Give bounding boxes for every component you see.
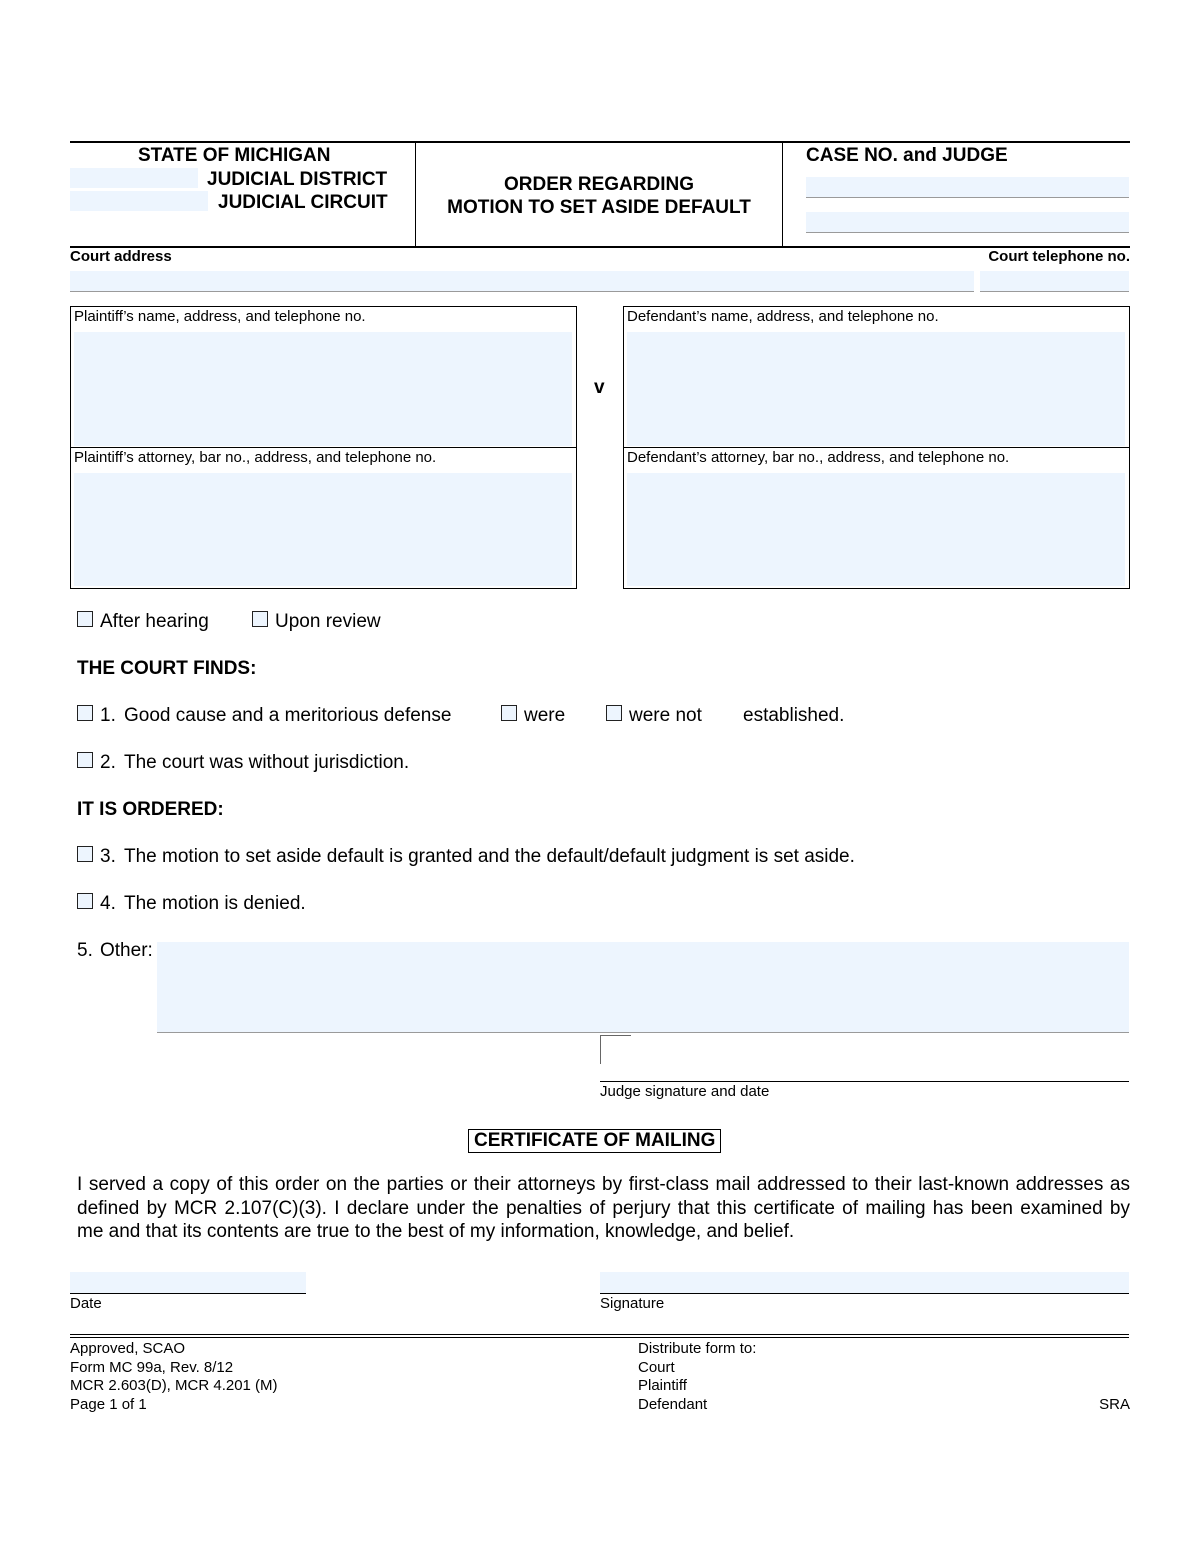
date-label: Date <box>70 1295 102 1312</box>
item2-checkbox[interactable] <box>77 752 93 768</box>
were-label: were <box>524 705 566 726</box>
distribute-plaintiff: Plaintiff <box>638 1377 687 1395</box>
defendant-attorney-label: Defendant’s attorney, bar no., address, and telephone no. <box>627 449 1010 466</box>
judge-signature-field[interactable] <box>600 1035 1129 1082</box>
form-title-line1: ORDER REGARDING <box>503 174 694 195</box>
item3-text: The motion to set aside default is granted and the default/default judgment is set aside. <box>124 846 855 867</box>
plaintiff-label: Plaintiff’s name, address, and telephone no. <box>74 308 366 325</box>
item3-checkbox[interactable] <box>77 846 93 862</box>
item3-number: 3. <box>100 846 116 867</box>
district-number-field[interactable] <box>70 168 198 188</box>
plaintiff-attorney-label: Plaintiff’s attorney, bar no., address, and telephone no. <box>74 449 437 466</box>
court-address-label: Court address <box>70 248 172 265</box>
distribute-defendant: Defendant <box>638 1396 708 1414</box>
were-not-label: were not <box>629 705 702 726</box>
defendant-box <box>623 306 1130 589</box>
court-address-field[interactable] <box>70 271 974 292</box>
footer-form: Form MC 99a, Rev. 8/12 <box>70 1358 234 1376</box>
footer-rule <box>70 1334 1129 1338</box>
judge-signature-label: Judge signature and date <box>600 1083 770 1100</box>
established-label: established. <box>743 705 845 726</box>
were-checkbox[interactable] <box>501 705 517 721</box>
date-field[interactable] <box>70 1272 306 1294</box>
item4-number: 4. <box>100 893 116 914</box>
case-no-label: CASE NO. and JUDGE <box>806 145 1008 166</box>
item1-checkbox[interactable] <box>77 705 93 721</box>
court-telephone-label: Court telephone no. <box>988 248 1130 265</box>
item2-text: The court was without jurisdiction. <box>124 752 410 773</box>
distribute-heading: Distribute form to: <box>638 1340 757 1357</box>
court-telephone-field[interactable] <box>980 271 1129 292</box>
distribute-court: Court <box>638 1358 675 1376</box>
other-field[interactable] <box>157 942 1129 1033</box>
defendant-field[interactable] <box>627 332 1125 446</box>
header-divider-right <box>782 143 783 246</box>
certificate-line1: I served a copy of this order on the parties or their attorneys by first-class mail addressed to their last-known addresses as <box>77 1174 1130 1195</box>
state-title: STATE OF MICHIGAN <box>138 145 331 166</box>
item4-checkbox[interactable] <box>77 893 93 909</box>
item1-number: 1. <box>100 705 116 726</box>
after-hearing-label: After hearing <box>100 611 209 632</box>
findings-heading: THE COURT FINDS: <box>77 658 257 679</box>
defendant-label: Defendant’s name, address, and telephone no. <box>627 308 939 325</box>
form-title-line2: MOTION TO SET ASIDE DEFAULT <box>447 197 751 218</box>
defendant-divider <box>624 447 1129 448</box>
certificate-text <box>77 1173 1130 1244</box>
item5-label: Other: <box>100 940 153 961</box>
header-bottom-rule <box>70 246 1130 248</box>
certificate-title: CERTIFICATE OF MAILING <box>468 1129 721 1153</box>
were-not-checkbox[interactable] <box>606 705 622 721</box>
versus-label: v <box>594 377 605 398</box>
judge-field[interactable] <box>806 212 1129 233</box>
upon-review-checkbox[interactable] <box>252 611 268 627</box>
footer-rules: MCR 2.603(D), MCR 4.201 (M) <box>70 1377 278 1395</box>
circuit-number-field[interactable] <box>70 191 208 211</box>
certificate-line2: defined by MCR 2.107(C)(3). I declare under the penalties of perjury that this certificate of mailing has been examined by <box>77 1197 1130 1219</box>
header-top-rule <box>70 141 1130 143</box>
plaintiff-attorney-field[interactable] <box>74 473 572 586</box>
footer-distribution <box>638 1340 756 1415</box>
after-hearing-checkbox[interactable] <box>77 611 93 627</box>
upon-review-label: Upon review <box>275 611 381 632</box>
orders-heading: IT IS ORDERED: <box>77 799 224 820</box>
district-label: JUDICIAL DISTRICT <box>207 169 388 190</box>
signature-label: Signature <box>600 1295 665 1312</box>
footer-approved: Approved, SCAO <box>70 1340 186 1357</box>
form-title <box>416 173 782 219</box>
defendant-attorney-field[interactable] <box>627 473 1125 586</box>
case-number-field[interactable] <box>806 177 1129 198</box>
item1-text: Good cause and a meritorious defense <box>124 705 452 726</box>
footer-code: SRA <box>1099 1396 1130 1413</box>
plaintiff-field[interactable] <box>74 332 572 446</box>
footer-page: Page 1 of 1 <box>70 1396 147 1414</box>
footer-left <box>70 1340 278 1415</box>
signature-field[interactable] <box>600 1272 1129 1294</box>
item5-number: 5. <box>77 940 93 961</box>
item4-text: The motion is denied. <box>124 893 306 914</box>
item2-number: 2. <box>100 752 116 773</box>
circuit-label: JUDICIAL CIRCUIT <box>218 192 388 213</box>
plaintiff-box <box>70 306 577 589</box>
plaintiff-divider <box>71 447 576 448</box>
signature-corner-mark <box>600 1035 631 1064</box>
certificate-line3: me and that its contents are true to the best of my information, knowledge, and belief. <box>77 1221 795 1242</box>
